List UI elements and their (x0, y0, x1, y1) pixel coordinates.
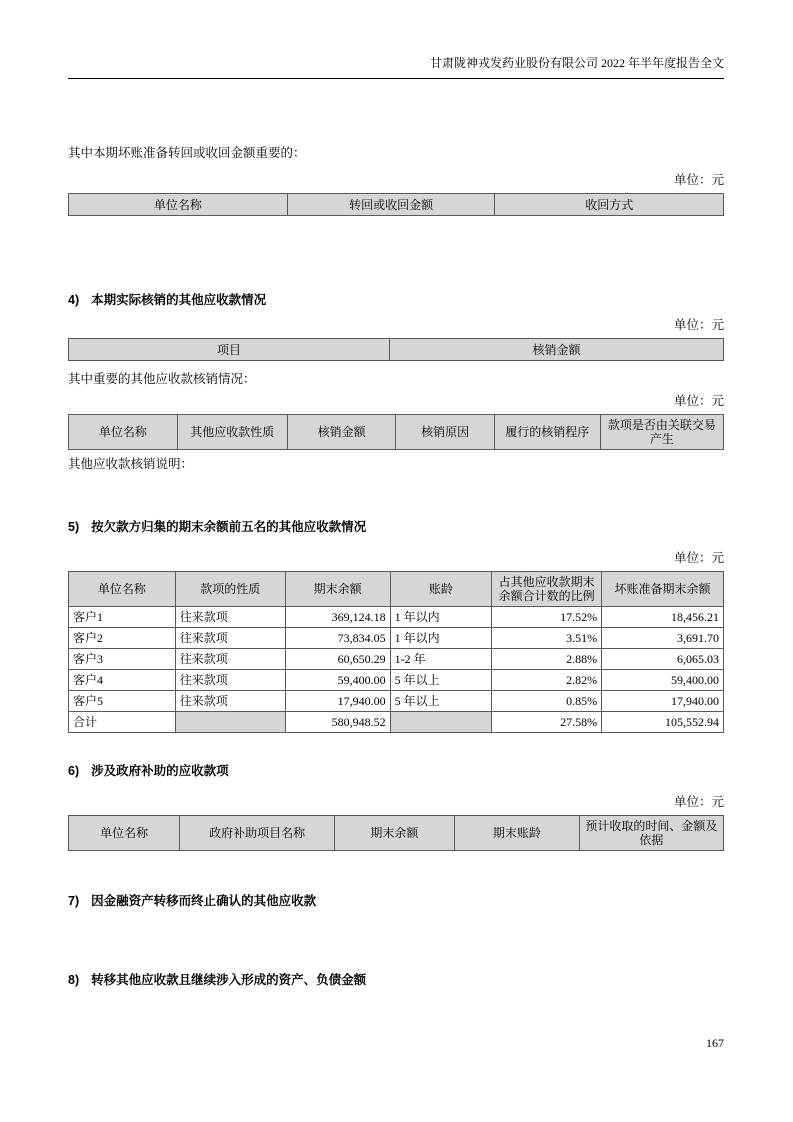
table-cell: 往来款项 (175, 670, 285, 691)
column-header: 期末余额 (285, 572, 390, 607)
column-header: 单位名称 (69, 816, 180, 851)
column-header: 占其他应收款期末余额合计数的比例 (492, 572, 602, 607)
header-title: 甘肃陇神戎发药业股份有限公司 2022 年半年度报告全文 (429, 56, 724, 70)
table-cell: 客户3 (69, 649, 176, 670)
column-header: 转回或收回金额 (287, 194, 495, 216)
table-cell: 往来款项 (175, 628, 285, 649)
table-total-row (69, 712, 724, 733)
section-title: 按欠款方归集的期末余额前五名的其他应收款情况 (91, 520, 367, 534)
table-header-row (69, 415, 724, 450)
table-cell: 1 年以内 (390, 628, 492, 649)
column-header: 期末余额 (334, 816, 454, 851)
table-cell: 17.52% (492, 607, 602, 628)
table-header-row (69, 339, 724, 361)
table-header-row (69, 572, 724, 607)
section-title: 因金融资产转移而终止确认的其他应收款 (91, 894, 317, 908)
section-number: 4) (68, 293, 80, 307)
table-row (69, 691, 724, 712)
table-cell: 往来款项 (175, 607, 285, 628)
unit-label: 单位：元 (673, 551, 724, 565)
recovery-table (68, 193, 724, 216)
column-header: 款项的性质 (175, 572, 285, 607)
table-cell: 客户1 (69, 607, 176, 628)
table-cell: 往来款项 (175, 691, 285, 712)
column-header: 其他应收款性质 (177, 415, 287, 450)
gov-subsidy-table (68, 815, 724, 851)
table-row (69, 670, 724, 691)
table-row (69, 649, 724, 670)
column-header: 履行的核销程序 (494, 415, 600, 450)
table-header-row (69, 816, 724, 851)
section-title: 本期实际核销的其他应收款情况 (91, 293, 267, 307)
table-cell: 5 年以上 (390, 670, 492, 691)
table-cell: 0.85% (492, 691, 602, 712)
unit-label: 单位：元 (673, 173, 724, 187)
table-cell: 1 年以内 (390, 607, 492, 628)
column-header: 项目 (69, 339, 390, 361)
table-cell: 客户5 (69, 691, 176, 712)
section-8-heading (68, 972, 724, 989)
writeoff-summary-table (68, 338, 724, 361)
column-header: 核销原因 (396, 415, 494, 450)
section-number: 5) (68, 520, 80, 534)
column-header: 坏账准备期末余额 (602, 572, 724, 607)
table-cell: 合计 (69, 712, 176, 733)
table-cell: 27.58% (492, 712, 602, 733)
section-6-heading (68, 763, 724, 780)
table-cell: 17,940.00 (602, 691, 724, 712)
table-cell: 5 年以上 (390, 691, 492, 712)
table-cell: 2.88% (492, 649, 602, 670)
column-header: 核销金额 (389, 339, 723, 361)
table-cell: 2.82% (492, 670, 602, 691)
section-5-heading (68, 519, 724, 536)
table-cell: 客户2 (69, 628, 176, 649)
page-number: 167 (706, 1036, 724, 1050)
table-cell: 往来款项 (175, 649, 285, 670)
column-header: 款项是否由关联交易产生 (600, 415, 723, 450)
top-five-table (68, 571, 724, 733)
section-title: 涉及政府补助的应收款项 (91, 764, 229, 778)
table-cell: 1-2 年 (390, 649, 492, 670)
column-header: 政府补助项目名称 (180, 816, 335, 851)
table-row (69, 628, 724, 649)
recovery-intro-text: 其中本期坏账准备转回或收回金额重要的： (68, 146, 306, 160)
table-cell: 59,400.00 (285, 670, 390, 691)
table-cell: 17,940.00 (285, 691, 390, 712)
important-writeoff-intro: 其中重要的其他应收款核销情况： (68, 372, 256, 386)
table-cell (390, 712, 492, 733)
column-header: 期末账龄 (454, 816, 579, 851)
column-header: 收回方式 (495, 194, 724, 216)
section-4-heading (68, 292, 724, 309)
table-cell: 580,948.52 (285, 712, 390, 733)
table-cell: 3.51% (492, 628, 602, 649)
table-cell: 369,124.18 (285, 607, 390, 628)
column-header: 单位名称 (69, 572, 176, 607)
table-row (69, 607, 724, 628)
column-header: 核销金额 (287, 415, 396, 450)
table-cell: 客户4 (69, 670, 176, 691)
section-number: 6) (68, 764, 80, 778)
unit-label: 单位：元 (673, 795, 724, 809)
important-writeoff-table (68, 414, 724, 450)
table-cell: 3,691.70 (602, 628, 724, 649)
column-header: 账龄 (390, 572, 492, 607)
column-header: 预计收取的时间、金额及依据 (579, 816, 723, 851)
unit-label: 单位：元 (673, 394, 724, 408)
table-cell: 73,834.05 (285, 628, 390, 649)
column-header: 单位名称 (69, 415, 178, 450)
section-title: 转移其他应收款且继续涉入形成的资产、负债金额 (91, 973, 367, 987)
table-cell: 105,552.94 (602, 712, 724, 733)
section-number: 8) (68, 973, 80, 987)
section-number: 7) (68, 894, 80, 908)
table-cell (175, 712, 285, 733)
writeoff-note-text: 其他应收款核销说明： (68, 457, 194, 471)
table-cell: 18,456.21 (602, 607, 724, 628)
column-header: 单位名称 (69, 194, 288, 216)
document-header (68, 55, 724, 79)
section-7-heading (68, 893, 724, 910)
table-header-row (69, 194, 724, 216)
table-cell: 6,065.03 (602, 649, 724, 670)
table-cell: 59,400.00 (602, 670, 724, 691)
table-cell: 60,650.29 (285, 649, 390, 670)
unit-label: 单位：元 (673, 318, 724, 332)
